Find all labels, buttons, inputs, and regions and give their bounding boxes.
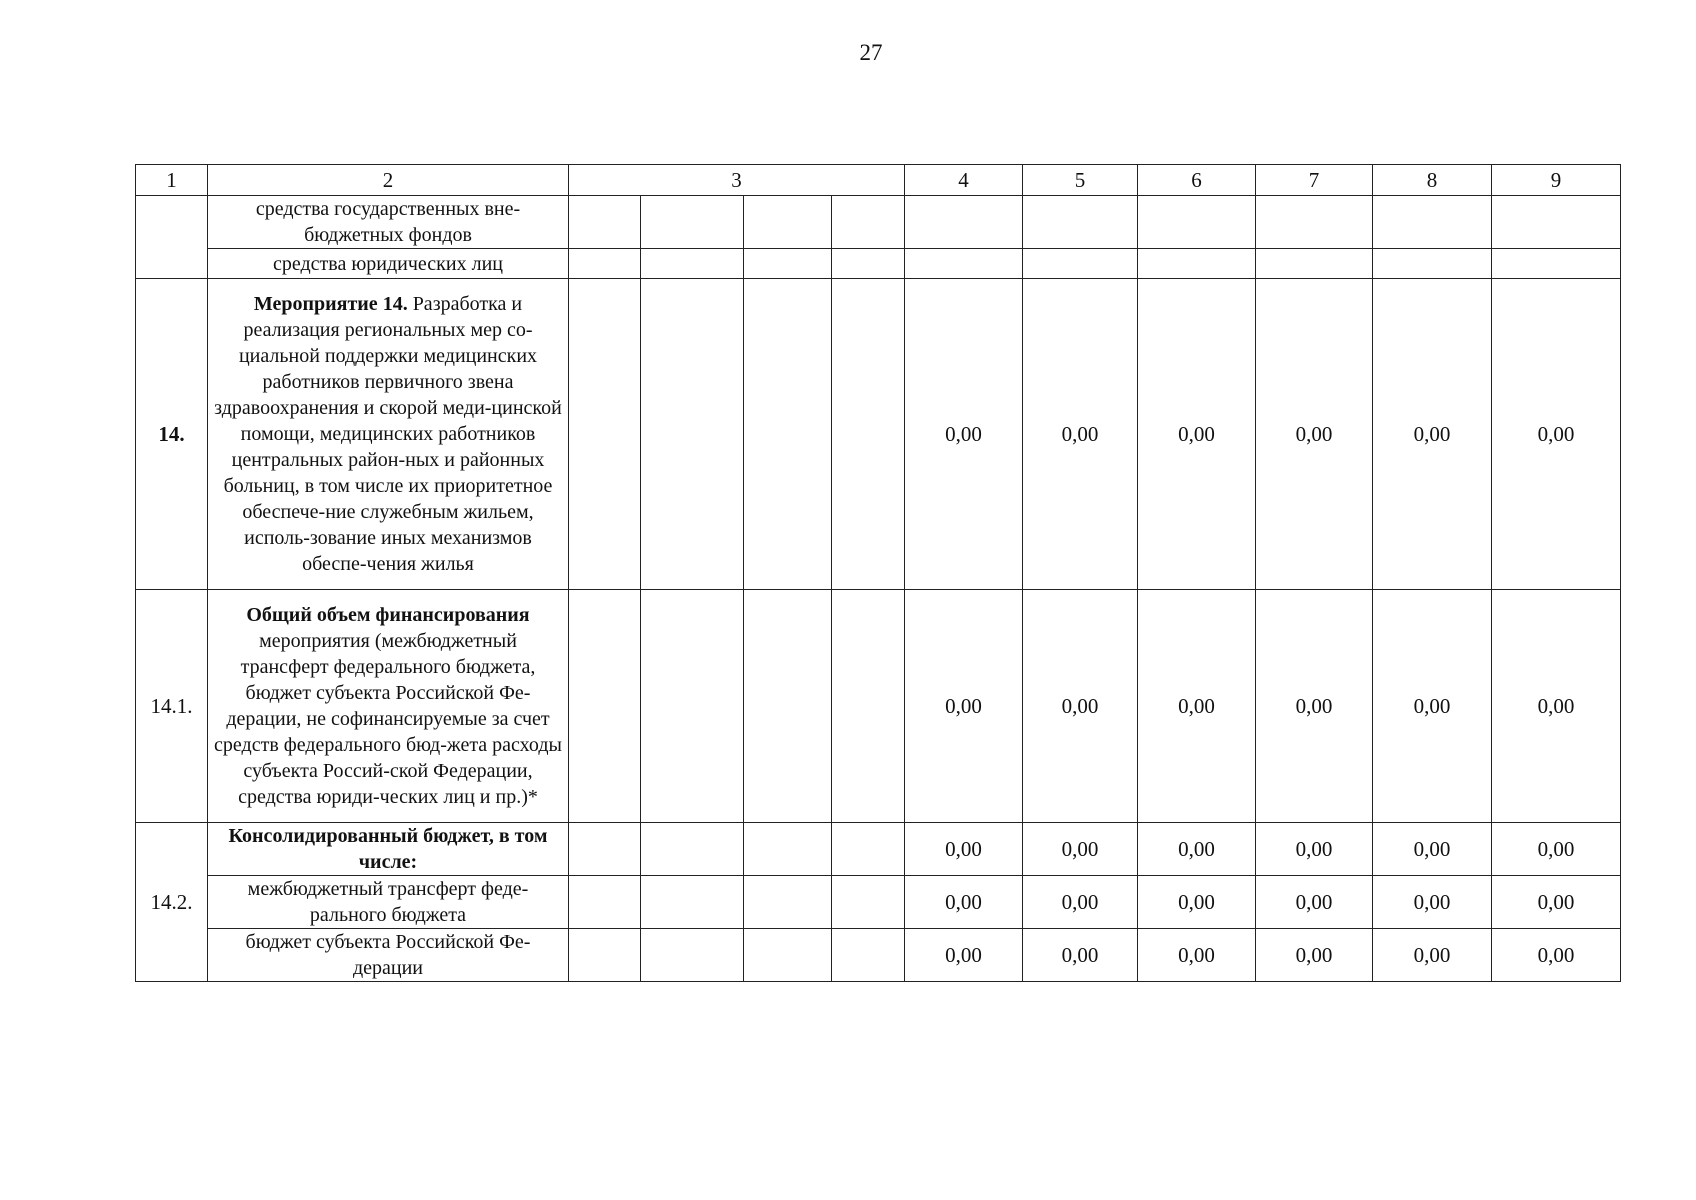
row-number-cell: 14. <box>136 279 208 590</box>
value-cell: 0,00 <box>905 590 1023 823</box>
row-description-text: мероприятия (межбюджетный трансферт федерального бюджета, бюджет субъекта Российской Фе-дерации, не софинансируемые за счет средств федерального бюд-жета расходы субъекта Россий-ской Федерации, средства юриди-ческих лиц и пр.)* <box>214 630 562 808</box>
header-row <box>136 165 1621 196</box>
value-cell: 0,00 <box>1373 876 1492 929</box>
value-cell: 0,00 <box>1138 590 1256 823</box>
value-cell: 0,00 <box>1492 823 1621 876</box>
financing-table <box>135 164 1621 982</box>
value-cell: 0,00 <box>1492 876 1621 929</box>
row-number-cell <box>136 196 208 279</box>
value-cell: 0,00 <box>1492 590 1621 823</box>
table-row <box>136 196 1621 249</box>
value-cell: 0,00 <box>1023 823 1138 876</box>
row-description <box>208 590 569 823</box>
table-row <box>136 249 1621 279</box>
table-row <box>136 823 1621 876</box>
value-cell: 0,00 <box>1023 279 1138 590</box>
value-cell: 0,00 <box>1373 823 1492 876</box>
row-description: средства государственных вне-бюджетных фондов <box>208 196 569 249</box>
value-cell: 0,00 <box>1138 876 1256 929</box>
table-row <box>136 876 1621 929</box>
row-description: Консолидированный бюджет, в том числе: <box>208 823 569 876</box>
header-cell: 3 <box>569 165 905 196</box>
value-cell: 0,00 <box>1373 279 1492 590</box>
row-description <box>208 279 569 590</box>
value-cell: 0,00 <box>1138 929 1256 982</box>
header-cell: 5 <box>1023 165 1138 196</box>
row-number-cell: 14.1. <box>136 590 208 823</box>
row-description-bold: Общий объем финансирования <box>246 604 530 626</box>
value-cell: 0,00 <box>905 823 1023 876</box>
value-cell: 0,00 <box>1492 929 1621 982</box>
value-cell: 0,00 <box>1138 823 1256 876</box>
value-cell: 0,00 <box>1138 279 1256 590</box>
row-description: бюджет субъекта Российской Фе-дерации <box>208 929 569 982</box>
header-cell: 9 <box>1492 165 1621 196</box>
value-cell: 0,00 <box>1256 279 1373 590</box>
value-cell: 0,00 <box>1373 929 1492 982</box>
value-cell: 0,00 <box>1023 929 1138 982</box>
value-cell: 0,00 <box>1256 929 1373 982</box>
header-cell: 2 <box>208 165 569 196</box>
header-cell: 8 <box>1373 165 1492 196</box>
value-cell: 0,00 <box>905 876 1023 929</box>
table-row <box>136 929 1621 982</box>
value-cell: 0,00 <box>1256 823 1373 876</box>
row-description: средства юридических лиц <box>208 249 569 279</box>
page-number: 27 <box>859 40 883 65</box>
header-cell: 6 <box>1138 165 1256 196</box>
header-cell: 7 <box>1256 165 1373 196</box>
value-cell: 0,00 <box>1023 590 1138 823</box>
header-cell: 4 <box>905 165 1023 196</box>
value-cell: 0,00 <box>1492 279 1621 590</box>
value-cell: 0,00 <box>905 279 1023 590</box>
row-description: межбюджетный трансферт феде-рального бюджета <box>208 876 569 929</box>
row-number-cell: 14.2. <box>136 823 208 982</box>
row-description-bold: Мероприятие 14. <box>253 293 408 315</box>
table-row <box>136 279 1621 590</box>
value-cell: 0,00 <box>1256 876 1373 929</box>
table-row <box>136 590 1621 823</box>
row-description-text: Разработка и реализация региональных мер со-циальной поддержки медицинских работников первичного звена здравоохранения и скорой меди-цинской помощи, медицинских работников центральных район-ных и районных больниц, в том числе их приоритетное обеспече-ние служебным жильем, исполь-зование иных механизмов обеспе-чения жилья <box>214 293 562 575</box>
value-cell: 0,00 <box>905 929 1023 982</box>
value-cell: 0,00 <box>1256 590 1373 823</box>
value-cell: 0,00 <box>1023 876 1138 929</box>
header-cell: 1 <box>136 165 208 196</box>
value-cell: 0,00 <box>1373 590 1492 823</box>
